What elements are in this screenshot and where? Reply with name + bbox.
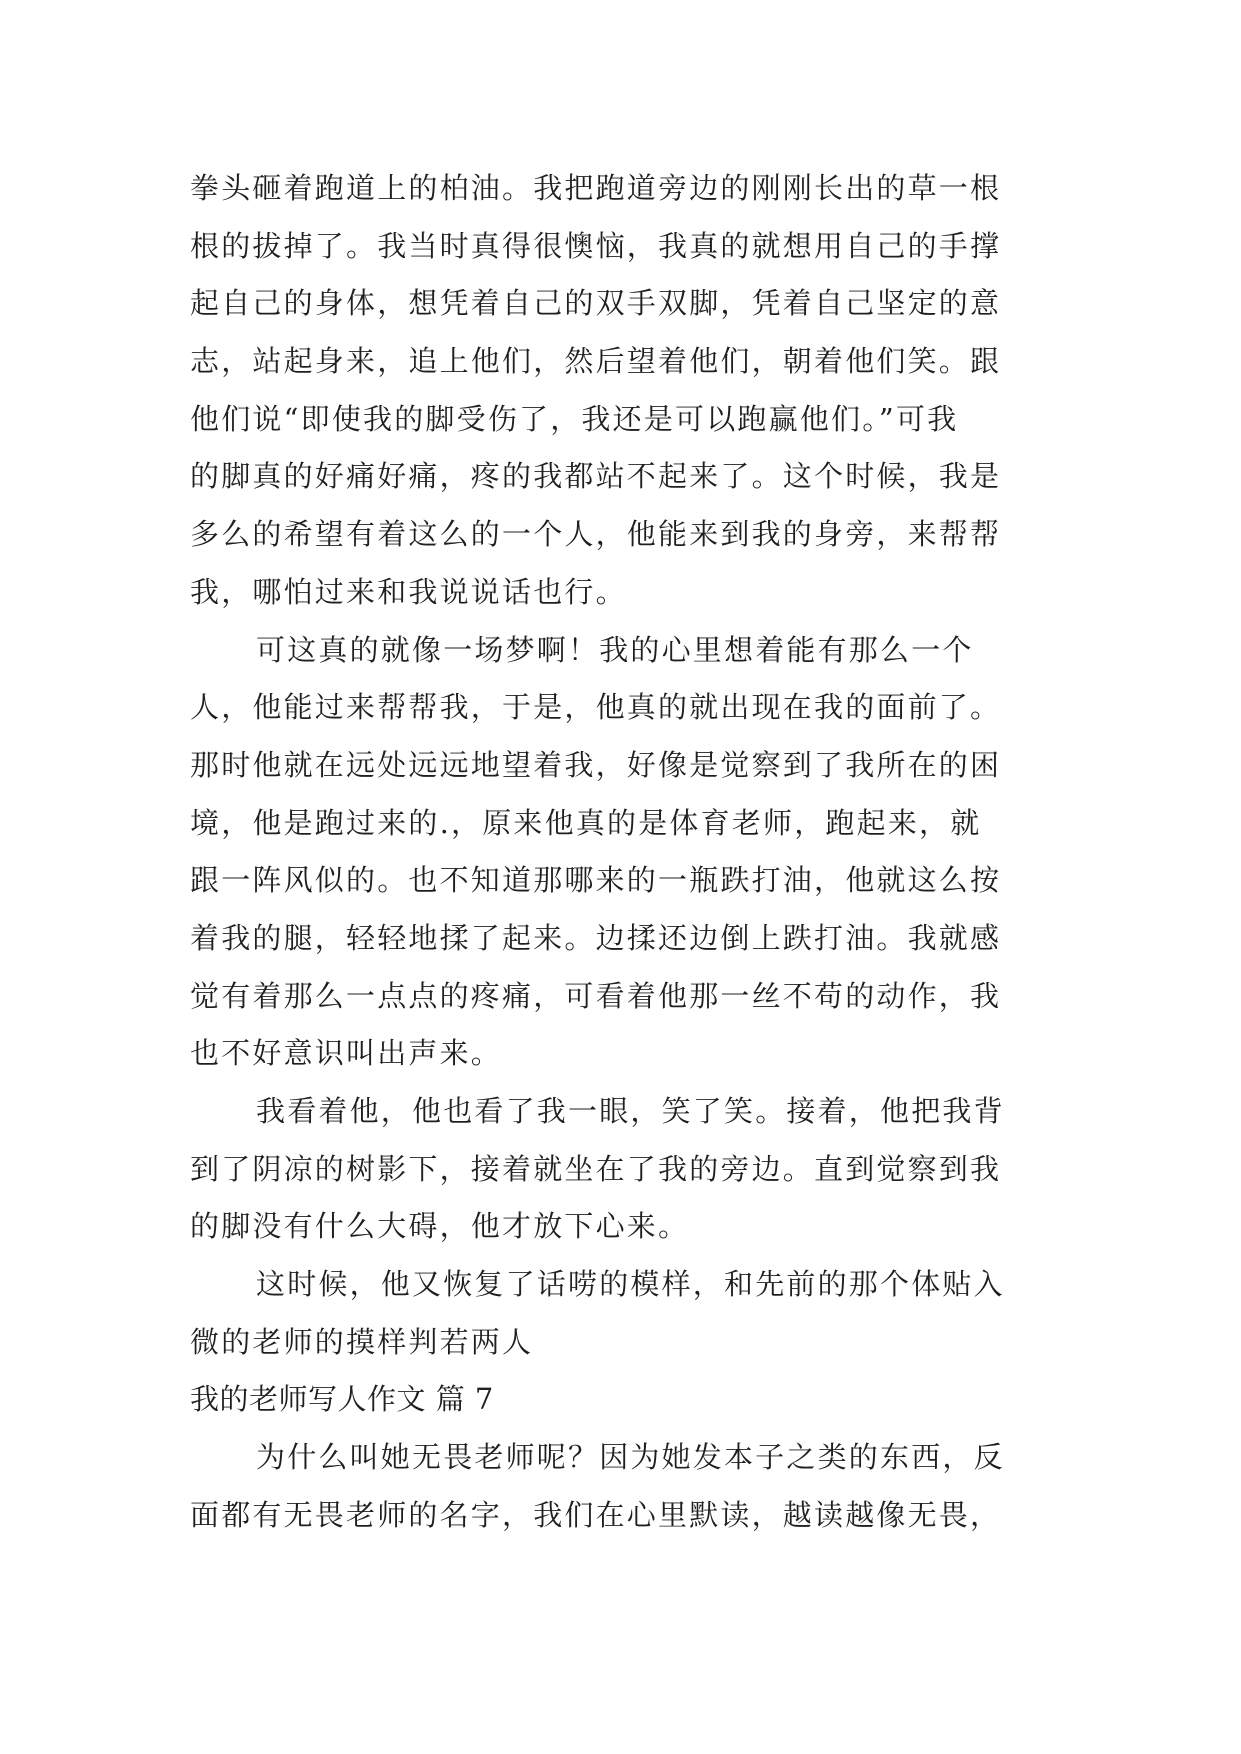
text-line: 起自己的身体，想凭着自己的双手双脚，凭着自己坚定的意 xyxy=(190,286,1002,321)
text-line: 人，他能过来帮帮我，于是，他真的就出现在我的面前了。 xyxy=(190,690,1002,725)
text-line: 面都有无畏老师的名字，我们在心里默读，越读越像无畏， xyxy=(190,1497,1002,1532)
text-line: 那时他就在远处远远地望着我，好像是觉察到了我所在的困 xyxy=(190,747,1002,782)
text-line: 拳头砸着跑道上的柏油。我把跑道旁边的刚刚长出的草一根 xyxy=(190,171,1002,205)
text-line: 也不好意识叫出声来。 xyxy=(190,1036,503,1071)
document-body xyxy=(190,160,1070,1545)
text-line: 微的老师的摸样判若两人 xyxy=(190,1324,534,1359)
text-line: 的脚真的好痛好痛，疼的我都站不起来了。这个时候，我是 xyxy=(190,459,1002,494)
text-line: 根的拔掉了。我当时真得很懊恼，我真的就想用自己的手撑 xyxy=(190,228,1002,263)
text-line: 着我的腿，轻轻地揉了起来。边揉还边倒上跌打油。我就感 xyxy=(190,920,1002,955)
text-line: 多么的希望有着这么的一个人，他能来到我的身旁，来帮帮 xyxy=(190,517,1002,552)
paragraph-start-line: 为什么叫她无畏老师呢？因为她发本子之类的东西，反 xyxy=(256,1440,1005,1475)
paragraph-start-line: 这时候，他又恢复了话唠的模样，和先前的那个体贴入 xyxy=(256,1267,1005,1302)
text-line: 境，他是跑过来的.，原来他真的是体育老师，跑起来，就 xyxy=(190,805,982,840)
text-line: 我，哪怕过来和我说说话也行。 xyxy=(190,574,627,609)
text-line: 志，站起身来，追上他们，然后望着他们，朝着他们笑。跟 xyxy=(190,344,1002,379)
text-line: 跟一阵风似的。也不知道那哪来的一瓶跌打油，他就这么按 xyxy=(190,863,1002,898)
paragraph-start-line: 我看着他，他也看了我一眼，笑了笑。接着，他把我背 xyxy=(256,1094,1005,1128)
text-line: 觉有着那么一点点的疼痛，可看着他那一丝不苟的动作，我 xyxy=(190,978,1002,1013)
text-line: 到了阴凉的树影下，接着就坐在了我的旁边。直到觉察到我 xyxy=(190,1151,1002,1186)
paragraph-start-line: 可这真的就像一场梦啊！我的心里想着能有那么一个 xyxy=(256,632,974,667)
section-heading: 我的老师写人作文 篇 7 xyxy=(190,1382,494,1417)
text-line: 他们说“即使我的脚受伤了，我还是可以跑赢他们。”可我 xyxy=(190,401,959,436)
text-line: 的脚没有什么大碍，他才放下心来。 xyxy=(190,1209,690,1244)
